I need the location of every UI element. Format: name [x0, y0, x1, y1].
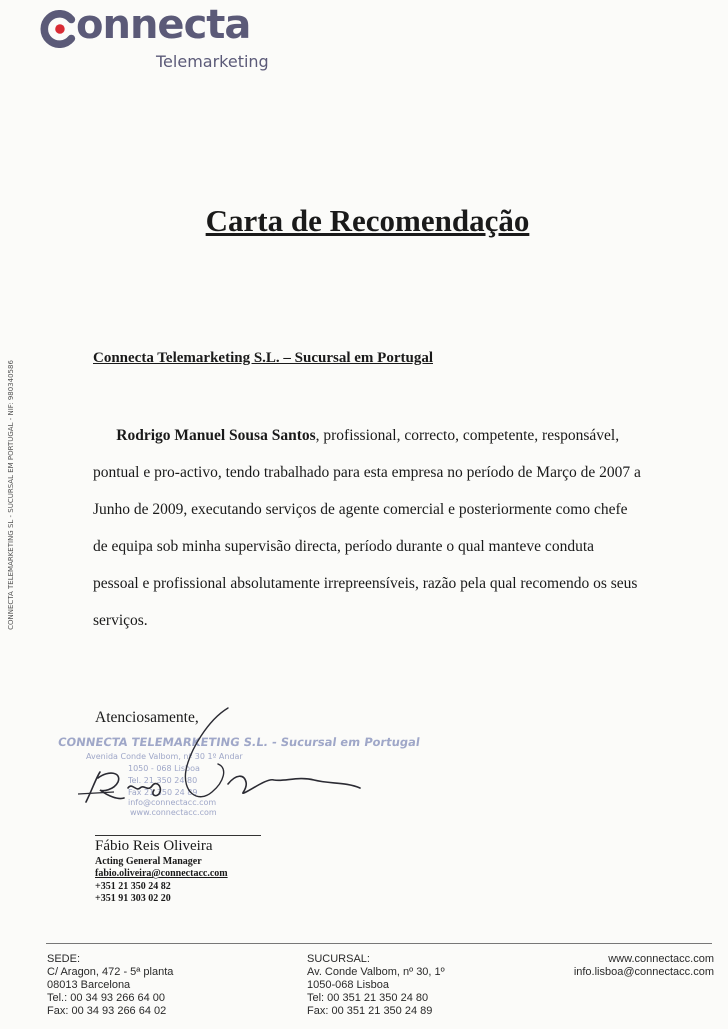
sede-address-1: C/ Aragon, 472 - 5ª planta	[47, 966, 174, 978]
body-line-1-text: , profissional, correcto, competente, responsável,	[315, 427, 620, 444]
letter-title: Carta de Recomendação	[205, 203, 530, 238]
signer-phone-1: +351 21 350 24 82	[95, 881, 171, 892]
stamp-line-1: CONNECTA TELEMARKETING S.L. - Sucursal em Portugal	[57, 735, 421, 749]
body-line-6: serviços.	[93, 612, 148, 629]
footer-email-link[interactable]: info.lisboa@connectacc.com	[573, 966, 714, 978]
body-line-4: de equipa sob minha supervisão directa, período durante o qual manteve conduta	[93, 538, 595, 555]
footer-contact	[574, 953, 714, 979]
signature-line	[95, 835, 261, 836]
sucursal-address-2: 1050-068 Lisboa	[307, 979, 389, 991]
stamp-line-7: www.connectacc.com	[130, 808, 217, 817]
sucursal-tel: Tel: 00 351 21 350 24 80	[307, 992, 429, 1004]
body-line-3: Junho de 2009, executando serviços de agente comercial e posteriormente como chefe	[93, 501, 628, 518]
sede-label: SEDE:	[47, 953, 81, 965]
logo-c-mark-icon	[40, 10, 78, 48]
footer-sucursal	[307, 953, 445, 1018]
logo-subtitle: Telemarketing	[156, 52, 269, 71]
company-logo	[40, 4, 300, 74]
body-line-5: pessoal e profissional absolutamente irrepreensíveis, razão pela qual recomendo os seus	[93, 575, 638, 592]
closing-salutation: Atenciosamente,	[95, 709, 199, 726]
sede-fax: Fax: 00 34 93 266 64 02	[47, 1005, 167, 1017]
sede-tel: Tel.: 00 34 93 266 64 00	[47, 992, 166, 1004]
person-name: Rodrigo Manuel Sousa Santos	[116, 427, 316, 444]
body-line-1	[93, 417, 653, 454]
sucursal-address-1: Av. Conde Valbom, nº 30, 1º	[307, 966, 445, 978]
company-heading: Connecta Telemarketing S.L. – Sucursal em Portugal	[93, 350, 433, 366]
stamp-line-6: info@connectacc.com	[128, 798, 217, 807]
stamp-line-2: Avenida Conde Valbom, nº 30 1º Andar	[86, 752, 243, 761]
sucursal-label: SUCURSAL:	[307, 953, 370, 965]
sede-address-2: 08013 Barcelona	[47, 979, 131, 991]
footer-website-link[interactable]: www.connectacc.com	[608, 953, 714, 965]
body-line-2: pontual e pro-activo, tendo trabalhado para esta empresa no período de Março de 2007 a	[93, 464, 641, 481]
signer-role: Acting General Manager	[95, 856, 202, 867]
stamp-line-5: Fax 21 350 24 89	[128, 788, 198, 797]
footer-sede	[47, 953, 173, 1018]
signer-phone-2: +351 91 303 02 20	[95, 893, 171, 904]
logo-wordmark: onnecta	[76, 2, 251, 48]
side-legal-text-label: CONNECTA TELEMARKETING SL - SUCURSAL EM PORTUGAL - NIF: 980340586	[7, 360, 15, 630]
stamp-line-3: 1050 - 068 Lisboa	[128, 764, 200, 773]
footer-divider	[46, 943, 712, 944]
signer-email-link[interactable]: fabio.oliveira@connectacc.com	[95, 868, 228, 879]
letter-body	[93, 417, 653, 639]
sucursal-fax: Fax: 00 351 21 350 24 89	[307, 1005, 433, 1017]
handwritten-signature	[78, 700, 378, 830]
signer-name: Fábio Reis Oliveira	[95, 838, 213, 854]
stamp-line-4: Tel. 21 350 24 80	[128, 776, 198, 785]
side-legal-text	[1, 350, 21, 640]
